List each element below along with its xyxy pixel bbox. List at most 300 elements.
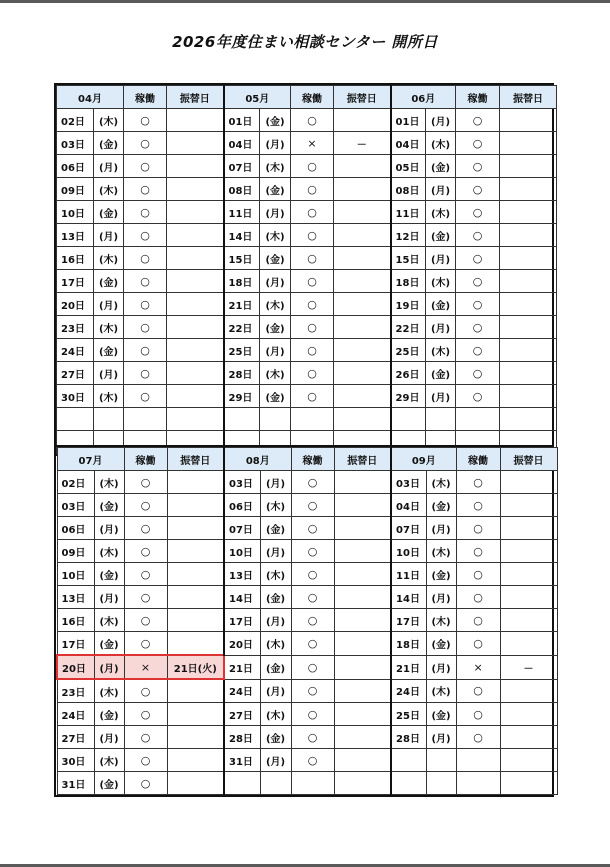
status-cell: ○	[124, 224, 167, 247]
status-cell: ○	[291, 224, 334, 247]
weekday-cell: (金)	[94, 772, 124, 795]
substitute-cell	[500, 155, 557, 178]
weekday-cell: (木)	[94, 178, 124, 201]
table-row	[57, 586, 557, 609]
date-cell: 09日	[57, 540, 94, 563]
substitute-cell	[500, 679, 557, 703]
weekday-cell: (金)	[260, 517, 291, 540]
weekday-cell: (月)	[426, 385, 456, 408]
weekday-cell: (金)	[94, 201, 124, 224]
substitute-cell	[500, 178, 557, 201]
substitute-cell	[167, 109, 224, 132]
substitute-cell	[500, 270, 557, 293]
empty-cell	[334, 772, 391, 795]
substitute-cell: －	[500, 655, 557, 679]
weekday-cell: (月)	[94, 224, 124, 247]
date-cell: 15日	[224, 247, 260, 270]
substitute-cell	[167, 339, 224, 362]
weekday-cell: (金)	[426, 703, 456, 726]
weekday-cell: (月)	[426, 586, 456, 609]
status-cell: ○	[291, 362, 334, 385]
substitute-cell	[500, 224, 557, 247]
substitute-cell	[500, 471, 557, 494]
table-row	[57, 679, 557, 703]
date-cell: 17日	[224, 609, 260, 632]
weekday-cell: (木)	[426, 270, 456, 293]
status-cell: ○	[291, 471, 334, 494]
table-row	[57, 726, 557, 749]
substitute-cell	[167, 540, 224, 563]
weekday-cell: (月)	[260, 201, 291, 224]
weekday-cell: (木)	[426, 471, 456, 494]
status-cell: ○	[291, 155, 334, 178]
date-cell: 24日	[224, 679, 260, 703]
substitute-cell	[500, 362, 557, 385]
weekday-cell: (木)	[260, 632, 291, 656]
table-row	[57, 471, 557, 494]
weekday-cell: (月)	[260, 132, 291, 155]
substitute-header: 振替日	[334, 86, 391, 109]
table-row	[57, 201, 557, 224]
substitute-cell	[500, 316, 557, 339]
weekday-cell: (月)	[426, 109, 456, 132]
weekday-cell: (月)	[426, 316, 456, 339]
date-cell: 20日	[224, 632, 260, 656]
schedule-grid	[56, 85, 557, 454]
empty-cell	[391, 408, 426, 431]
working-header: 稼働	[456, 448, 500, 471]
weekday-cell: (月)	[94, 293, 124, 316]
status-cell: ○	[124, 726, 167, 749]
status-cell: ○	[291, 563, 334, 586]
status-cell: ○	[291, 632, 334, 656]
date-cell: 10日	[391, 540, 426, 563]
weekday-cell: (木)	[94, 316, 124, 339]
substitute-cell	[167, 385, 224, 408]
weekday-cell: (月)	[426, 517, 456, 540]
substitute-cell	[500, 109, 557, 132]
date-cell: 30日	[57, 749, 94, 772]
weekday-cell: (金)	[260, 109, 291, 132]
substitute-cell	[500, 632, 557, 656]
table-row	[57, 247, 557, 270]
weekday-cell: (木)	[94, 247, 124, 270]
empty-cell	[260, 772, 291, 795]
weekday-cell: (木)	[94, 679, 124, 703]
table-row	[57, 293, 557, 316]
status-cell: ○	[456, 270, 500, 293]
weekday-cell: (木)	[260, 563, 291, 586]
table-row	[57, 563, 557, 586]
empty-cell	[260, 408, 291, 431]
weekday-cell: (月)	[426, 655, 456, 679]
substitute-cell	[167, 772, 224, 795]
status-cell: ○	[456, 293, 500, 316]
weekday-cell: (金)	[260, 726, 291, 749]
status-cell: ○	[291, 293, 334, 316]
weekday-cell: (木)	[94, 471, 124, 494]
status-cell: ×	[124, 655, 167, 679]
substitute-header: 振替日	[334, 448, 391, 471]
date-cell: 27日	[224, 703, 260, 726]
date-cell: 17日	[57, 270, 94, 293]
working-header: 稼働	[291, 448, 334, 471]
substitute-cell	[334, 178, 391, 201]
weekday-cell: (月)	[94, 586, 124, 609]
table-row	[57, 132, 557, 155]
weekday-cell: (月)	[260, 540, 291, 563]
schedule-table-apr-jun	[54, 83, 554, 456]
status-cell: ○	[291, 178, 334, 201]
weekday-cell: (金)	[426, 362, 456, 385]
substitute-cell	[167, 679, 224, 703]
date-cell: 09日	[57, 178, 94, 201]
status-cell: ○	[456, 339, 500, 362]
weekday-cell: (木)	[426, 679, 456, 703]
empty-cell	[334, 408, 391, 431]
substitute-header: 振替日	[167, 448, 224, 471]
empty-cell	[456, 772, 500, 795]
date-cell: 29日	[224, 385, 260, 408]
status-cell: ○	[291, 247, 334, 270]
table-row	[57, 224, 557, 247]
substitute-cell	[334, 517, 391, 540]
weekday-cell: (金)	[94, 494, 124, 517]
status-cell: ○	[124, 109, 167, 132]
empty-cell	[426, 749, 456, 772]
status-cell: ○	[291, 270, 334, 293]
substitute-cell	[500, 293, 557, 316]
date-cell: 28日	[224, 726, 260, 749]
weekday-cell: (木)	[94, 540, 124, 563]
status-cell: ○	[291, 679, 334, 703]
status-cell: ○	[124, 178, 167, 201]
status-cell: ○	[456, 679, 500, 703]
page-title: 2026年度住まい相談センター 開所日	[172, 33, 438, 51]
status-cell: ○	[456, 362, 500, 385]
substitute-cell	[167, 586, 224, 609]
weekday-cell: (金)	[426, 632, 456, 656]
date-cell: 31日	[57, 772, 94, 795]
substitute-cell: －	[334, 132, 391, 155]
weekday-cell: (金)	[260, 316, 291, 339]
substitute-cell	[500, 726, 557, 749]
substitute-cell	[167, 224, 224, 247]
date-cell: 06日	[57, 517, 94, 540]
substitute-cell	[334, 494, 391, 517]
weekday-cell: (金)	[426, 155, 456, 178]
status-cell: ○	[456, 201, 500, 224]
empty-cell	[456, 749, 500, 772]
date-cell: 13日	[224, 563, 260, 586]
substitute-cell	[334, 540, 391, 563]
date-cell: 03日	[57, 132, 94, 155]
weekday-cell: (月)	[260, 471, 291, 494]
date-cell: 03日	[57, 494, 94, 517]
date-cell: 16日	[57, 247, 94, 270]
status-cell: ○	[291, 609, 334, 632]
substitute-cell	[500, 247, 557, 270]
table-row	[57, 316, 557, 339]
date-cell: 24日	[57, 339, 94, 362]
empty-cell	[500, 749, 557, 772]
substitute-cell	[334, 655, 391, 679]
status-cell: ×	[291, 132, 334, 155]
status-cell: ○	[124, 772, 167, 795]
weekday-cell: (金)	[426, 224, 456, 247]
substitute-cell	[500, 540, 557, 563]
weekday-cell: (木)	[426, 540, 456, 563]
substitute-cell	[334, 201, 391, 224]
status-cell: ○	[124, 270, 167, 293]
substitute-cell	[334, 109, 391, 132]
status-cell: ○	[124, 339, 167, 362]
weekday-cell: (木)	[94, 109, 124, 132]
empty-cell	[57, 408, 94, 431]
weekday-cell: (金)	[260, 247, 291, 270]
substitute-cell	[167, 703, 224, 726]
substitute-cell	[500, 201, 557, 224]
substitute-cell	[334, 632, 391, 656]
date-cell: 28日	[224, 362, 260, 385]
substitute-cell	[167, 178, 224, 201]
month-header: 07月	[57, 448, 124, 471]
substitute-header: 振替日	[500, 448, 557, 471]
table-row	[57, 749, 557, 772]
date-cell: 27日	[57, 362, 94, 385]
substitute-cell	[167, 247, 224, 270]
substitute-cell	[334, 679, 391, 703]
date-cell: 07日	[224, 155, 260, 178]
weekday-cell: (月)	[94, 655, 124, 679]
date-cell: 14日	[224, 224, 260, 247]
date-cell: 24日	[391, 679, 426, 703]
date-cell: 22日	[391, 316, 426, 339]
empty-cell	[500, 772, 557, 795]
date-cell: 05日	[391, 155, 426, 178]
weekday-cell: (月)	[94, 517, 124, 540]
status-cell: ○	[291, 201, 334, 224]
substitute-cell	[167, 270, 224, 293]
date-cell: 30日	[57, 385, 94, 408]
substitute-cell	[334, 726, 391, 749]
weekday-cell: (金)	[94, 563, 124, 586]
weekday-cell: (月)	[260, 609, 291, 632]
status-cell: ○	[124, 703, 167, 726]
date-cell: 13日	[57, 586, 94, 609]
status-cell: ○	[456, 609, 500, 632]
table-row	[57, 270, 557, 293]
empty-cell	[167, 408, 224, 431]
date-cell: 18日	[224, 270, 260, 293]
weekday-cell: (月)	[260, 270, 291, 293]
weekday-cell: (金)	[94, 132, 124, 155]
substitute-cell	[334, 316, 391, 339]
substitute-cell	[334, 270, 391, 293]
substitute-cell	[334, 586, 391, 609]
date-cell: 24日	[57, 703, 94, 726]
date-cell: 27日	[57, 726, 94, 749]
substitute-cell	[167, 749, 224, 772]
table-row	[57, 655, 557, 679]
date-cell: 25日	[391, 339, 426, 362]
status-cell: ○	[456, 109, 500, 132]
status-cell: ○	[124, 385, 167, 408]
status-cell: ○	[456, 178, 500, 201]
substitute-cell	[334, 247, 391, 270]
date-cell: 18日	[391, 632, 426, 656]
substitute-cell	[167, 609, 224, 632]
substitute-cell	[167, 494, 224, 517]
empty-cell	[426, 772, 456, 795]
status-cell: ○	[124, 494, 167, 517]
header-row	[57, 448, 557, 471]
date-cell: 13日	[57, 224, 94, 247]
empty-cell	[291, 408, 334, 431]
status-cell: ○	[291, 385, 334, 408]
status-cell: ○	[456, 517, 500, 540]
weekday-cell: (木)	[260, 494, 291, 517]
weekday-cell: (月)	[94, 155, 124, 178]
status-cell: ○	[456, 563, 500, 586]
substitute-cell	[334, 224, 391, 247]
table-row	[57, 703, 557, 726]
date-cell: 10日	[224, 540, 260, 563]
top-border	[0, 0, 610, 3]
month-header: 06月	[391, 86, 456, 109]
weekday-cell: (木)	[426, 132, 456, 155]
date-cell: 04日	[224, 132, 260, 155]
date-cell: 10日	[57, 563, 94, 586]
substitute-cell	[167, 471, 224, 494]
month-header: 04月	[57, 86, 124, 109]
substitute-cell	[334, 293, 391, 316]
substitute-cell	[334, 609, 391, 632]
status-cell: ○	[124, 749, 167, 772]
status-cell: ○	[291, 339, 334, 362]
date-cell: 04日	[391, 494, 426, 517]
date-cell: 01日	[391, 109, 426, 132]
weekday-cell: (金)	[260, 385, 291, 408]
substitute-cell	[500, 609, 557, 632]
empty-cell	[391, 772, 426, 795]
table-row	[57, 408, 557, 431]
substitute-cell	[334, 362, 391, 385]
substitute-cell	[167, 632, 224, 656]
status-cell: ○	[291, 316, 334, 339]
weekday-cell: (木)	[426, 339, 456, 362]
date-cell: 14日	[391, 586, 426, 609]
date-cell: 21日	[391, 655, 426, 679]
weekday-cell: (金)	[260, 586, 291, 609]
date-cell: 03日	[391, 471, 426, 494]
status-cell: ○	[291, 749, 334, 772]
status-cell: ○	[291, 109, 334, 132]
empty-cell	[94, 408, 124, 431]
status-cell: ○	[291, 540, 334, 563]
header-row	[57, 86, 557, 109]
date-cell: 06日	[224, 494, 260, 517]
status-cell: ○	[124, 563, 167, 586]
substitute-cell	[167, 293, 224, 316]
weekday-cell: (木)	[426, 609, 456, 632]
weekday-cell: (木)	[94, 749, 124, 772]
status-cell: ○	[124, 517, 167, 540]
table-row	[57, 109, 557, 132]
date-cell: 23日	[57, 316, 94, 339]
substitute-cell	[167, 517, 224, 540]
date-cell: 01日	[224, 109, 260, 132]
status-cell: ○	[291, 494, 334, 517]
weekday-cell: (金)	[260, 655, 291, 679]
empty-cell	[224, 408, 260, 431]
status-cell: ○	[456, 155, 500, 178]
weekday-cell: (木)	[260, 155, 291, 178]
status-cell: ○	[124, 201, 167, 224]
empty-cell	[500, 408, 557, 431]
status-cell: ○	[124, 247, 167, 270]
substitute-cell	[500, 132, 557, 155]
status-cell: ○	[456, 247, 500, 270]
date-cell: 26日	[391, 362, 426, 385]
working-header: 稼働	[124, 86, 167, 109]
substitute-cell	[167, 563, 224, 586]
substitute-cell	[500, 517, 557, 540]
status-cell: ○	[124, 679, 167, 703]
substitute-header: 振替日	[167, 86, 224, 109]
status-cell: ○	[124, 155, 167, 178]
date-cell: 20日	[57, 655, 94, 679]
substitute-cell	[334, 385, 391, 408]
status-cell: ○	[456, 385, 500, 408]
weekday-cell: (金)	[94, 632, 124, 656]
substitute-cell	[500, 385, 557, 408]
weekday-cell: (金)	[426, 293, 456, 316]
weekday-cell: (金)	[94, 339, 124, 362]
substitute-cell	[167, 155, 224, 178]
status-cell: ○	[456, 703, 500, 726]
weekday-cell: (月)	[260, 339, 291, 362]
substitute-cell	[334, 339, 391, 362]
date-cell: 21日	[224, 293, 260, 316]
status-cell: ○	[124, 471, 167, 494]
status-cell: ○	[124, 132, 167, 155]
table-row	[57, 494, 557, 517]
substitute-cell	[500, 703, 557, 726]
date-cell: 12日	[391, 224, 426, 247]
status-cell: ○	[456, 540, 500, 563]
weekday-cell: (月)	[426, 247, 456, 270]
table-row	[57, 632, 557, 656]
date-cell: 22日	[224, 316, 260, 339]
weekday-cell: (木)	[94, 609, 124, 632]
substitute-cell	[334, 749, 391, 772]
table-row	[57, 540, 557, 563]
working-header: 稼働	[291, 86, 334, 109]
date-cell: 19日	[391, 293, 426, 316]
date-cell: 16日	[57, 609, 94, 632]
empty-cell	[124, 408, 167, 431]
empty-cell	[391, 749, 426, 772]
substitute-cell	[334, 471, 391, 494]
date-cell: 03日	[224, 471, 260, 494]
empty-cell	[291, 772, 334, 795]
status-cell: ○	[291, 517, 334, 540]
date-cell: 29日	[391, 385, 426, 408]
substitute-cell	[500, 339, 557, 362]
status-cell: ○	[124, 586, 167, 609]
date-cell: 23日	[57, 679, 94, 703]
